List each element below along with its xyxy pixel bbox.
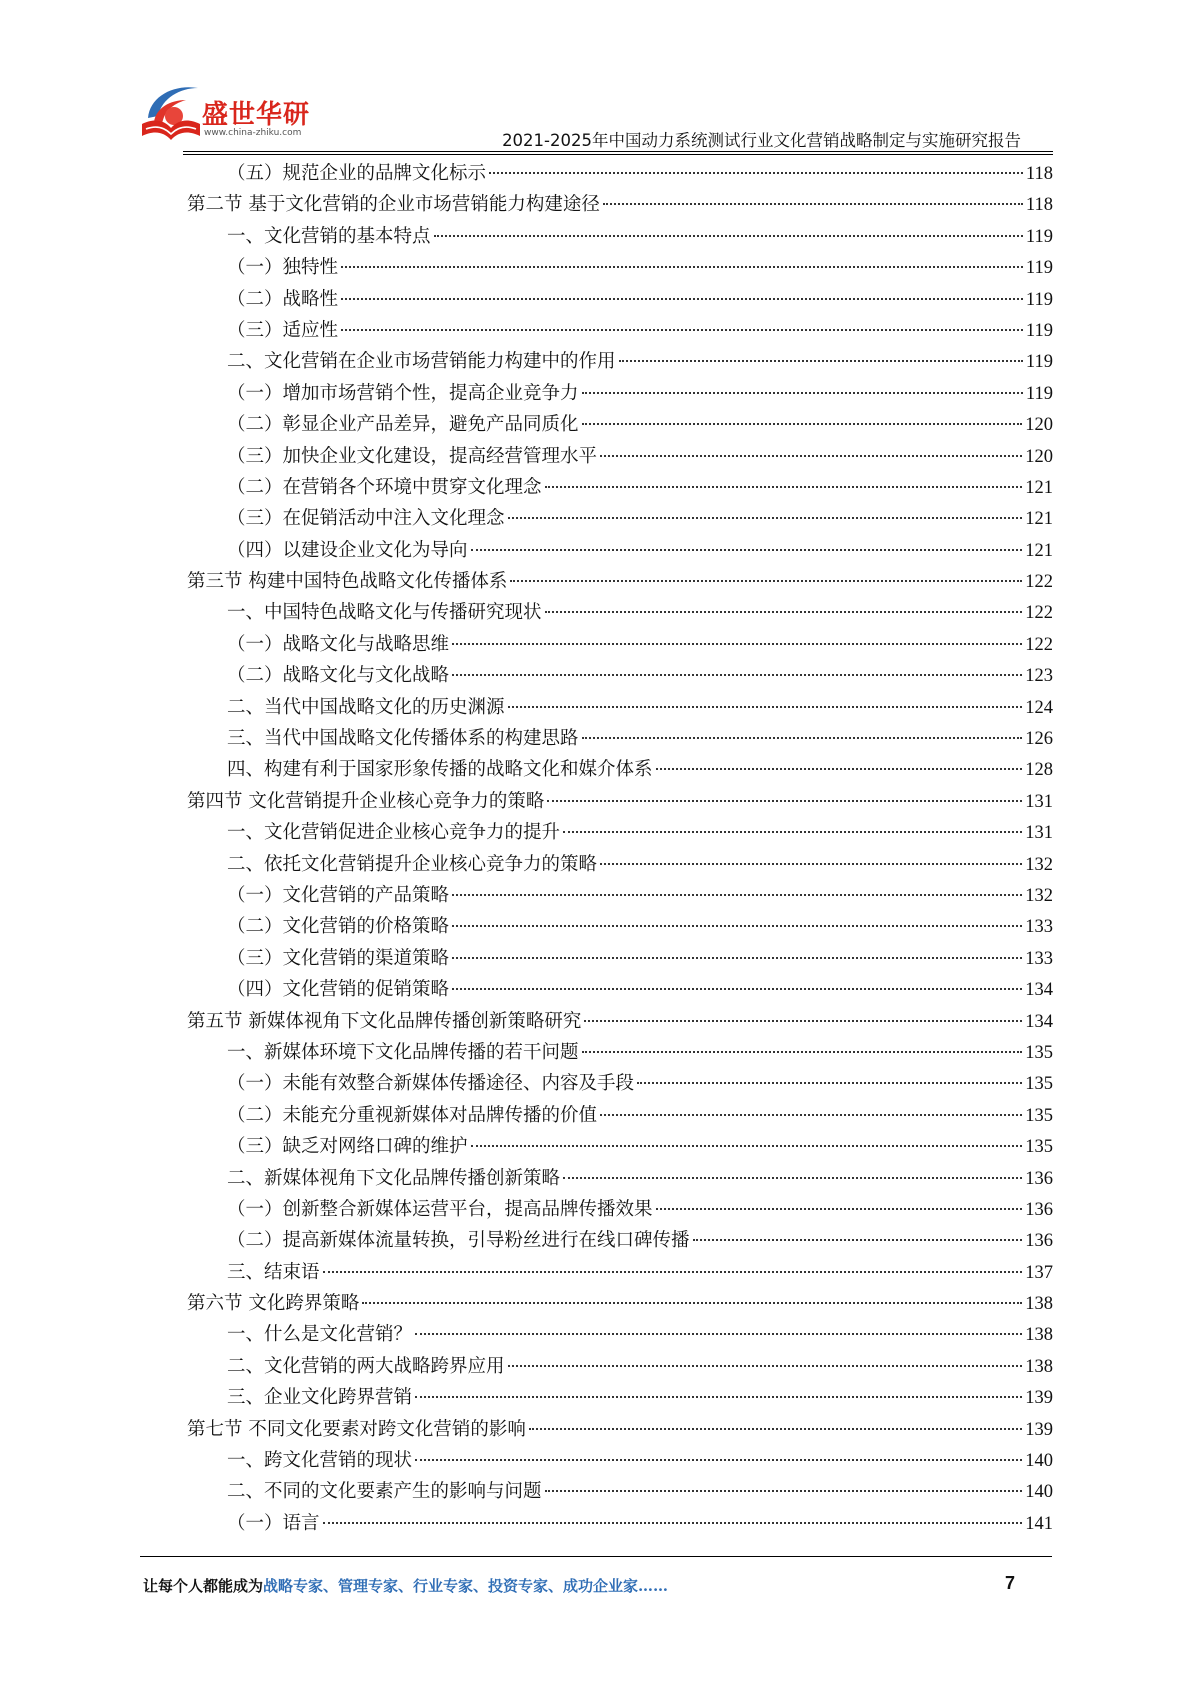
toc-entry-page: 132 xyxy=(1025,885,1053,906)
toc-entry-title: 一、新媒体环境下文化品牌传播的若干问题 xyxy=(227,1041,579,1063)
toc-dot-leader xyxy=(563,831,1022,833)
toc-entry[interactable] xyxy=(187,692,1053,723)
toc-entry-page: 136 xyxy=(1025,1231,1053,1252)
toc-dot-leader xyxy=(452,925,1022,927)
toc-dot-leader xyxy=(600,455,1022,457)
toc-entry-page: 126 xyxy=(1025,729,1053,750)
toc-entry-page: 120 xyxy=(1025,415,1053,436)
toc-entry-title: 二、新媒体视角下文化品牌传播创新策略 xyxy=(227,1167,561,1189)
toc-entry-title: 一、跨文化营销的现状 xyxy=(227,1450,413,1472)
footer-divider xyxy=(140,1556,1052,1557)
toc-dot-leader xyxy=(471,1145,1023,1147)
toc-dot-leader xyxy=(582,423,1023,425)
toc-dot-leader xyxy=(452,894,1022,896)
book-swoosh-logo-icon xyxy=(140,82,202,142)
toc-entry[interactable] xyxy=(187,472,1053,503)
toc-entry-title: （五）规范企业的品牌文化标示 xyxy=(227,163,487,184)
toc-entry-page: 136 xyxy=(1025,1199,1053,1220)
toc-entry-title: 三、当代中国战略文化传播体系的构建思路 xyxy=(227,728,579,750)
toc-entry-page: 134 xyxy=(1025,1011,1053,1032)
toc-dot-leader xyxy=(619,360,1023,362)
toc-entry-title: （二）彰显企业产品差异，避免产品同质化 xyxy=(227,414,579,436)
toc-entry[interactable] xyxy=(187,1288,1053,1319)
toc-dot-leader xyxy=(529,1428,1022,1430)
toc-entry-page: 138 xyxy=(1025,1325,1053,1346)
toc-entry-title: 四、构建有利于国家形象传播的战略文化和媒介体系 xyxy=(227,759,653,781)
toc-entry[interactable] xyxy=(187,1382,1053,1413)
toc-entry-page: 140 xyxy=(1025,1451,1053,1472)
toc-dot-leader xyxy=(600,863,1022,865)
toc-entry-page: 138 xyxy=(1025,1294,1053,1315)
toc-entry[interactable] xyxy=(187,974,1053,1005)
toc-entry-title: 三、结束语 xyxy=(227,1261,320,1283)
toc-entry-title: （四）以建设企业文化为导向 xyxy=(227,539,468,561)
toc-entry[interactable] xyxy=(187,503,1053,534)
toc-entry-title: （二）在营销各个环境中贯穿文化理念 xyxy=(227,476,542,498)
toc-entry[interactable] xyxy=(187,817,1053,848)
toc-entry[interactable] xyxy=(187,221,1053,252)
toc-entry-title: 第五节 新媒体视角下文化品牌传播创新策略研究 xyxy=(187,1010,582,1032)
toc-entry-title: （三）在促销活动中注入文化理念 xyxy=(227,508,505,530)
toc-entry[interactable] xyxy=(187,535,1053,566)
toc-entry-title: （三）加快企业文化建设，提高经营管理水平 xyxy=(227,445,598,467)
toc-entry-page: 118 xyxy=(1025,195,1053,216)
toc-dot-leader xyxy=(603,203,1023,205)
toc-entry-page: 133 xyxy=(1025,917,1053,938)
toc-entry[interactable] xyxy=(187,189,1053,220)
report-title: 2021-2025年中国动力系统测试行业文化营销战略制定与实施研究报告 xyxy=(502,131,1021,150)
toc-entry-title: 第四节 文化营销提升企业核心竞争力的策略 xyxy=(187,790,545,812)
toc-entry-page: 119 xyxy=(1025,289,1053,310)
toc-dot-leader xyxy=(415,1396,1022,1398)
toc-entry[interactable] xyxy=(187,849,1053,880)
toc-dot-leader xyxy=(415,1333,1022,1335)
toc-dot-leader xyxy=(693,1239,1023,1241)
toc-entry-page: 124 xyxy=(1025,697,1053,718)
toc-entry-page: 128 xyxy=(1025,760,1053,781)
toc-entry[interactable] xyxy=(187,378,1053,409)
toc-entry[interactable] xyxy=(187,1476,1053,1507)
toc-dot-leader xyxy=(341,298,1023,300)
toc-entry-title: （二）战略文化与文化战略 xyxy=(227,665,450,687)
toc-dot-leader xyxy=(452,643,1022,645)
toc-dot-leader xyxy=(656,768,1023,770)
toc-dot-leader xyxy=(434,235,1023,237)
toc-entry-title: （三）缺乏对网络口碑的维护 xyxy=(227,1136,468,1158)
toc-entry-title: （四）文化营销的促销策略 xyxy=(227,979,450,1001)
toc-entry-page: 132 xyxy=(1025,854,1053,875)
toc-entry-page: 139 xyxy=(1025,1388,1053,1409)
toc-entry-page: 121 xyxy=(1025,540,1053,561)
toc-entry-page: 141 xyxy=(1025,1513,1053,1534)
toc-entry-page: 122 xyxy=(1025,634,1053,655)
toc-dot-leader xyxy=(545,486,1023,488)
toc-entry[interactable] xyxy=(187,786,1053,817)
toc-entry[interactable] xyxy=(187,629,1053,660)
toc-entry-page: 131 xyxy=(1025,791,1053,812)
toc-entry-title: 二、文化营销在企业市场营销能力构建中的作用 xyxy=(227,351,616,373)
toc-entry[interactable] xyxy=(187,1068,1053,1099)
toc-entry[interactable] xyxy=(187,1100,1053,1131)
toc-entry-page: 131 xyxy=(1025,823,1053,844)
toc-dot-leader xyxy=(341,329,1023,331)
toc-entry[interactable] xyxy=(187,1163,1053,1194)
toc-dot-leader xyxy=(341,266,1023,268)
toc-entry-title: （一）未能有效整合新媒体传播途径、内容及手段 xyxy=(227,1073,635,1095)
toc-entry-title: （二）提高新媒体流量转换，引导粉丝进行在线口碑传播 xyxy=(227,1230,690,1252)
toc-entry-page: 119 xyxy=(1025,226,1053,247)
toc-entry[interactable] xyxy=(187,1006,1053,1037)
toc-dot-leader xyxy=(510,580,1022,582)
toc-entry-page: 119 xyxy=(1025,320,1053,341)
toc-dot-leader xyxy=(452,957,1022,959)
toc-entry-title: 一、什么是文化营销？ xyxy=(227,1324,413,1346)
toc-dot-leader xyxy=(508,706,1023,708)
toc-entry[interactable] xyxy=(187,315,1053,346)
toc-entry-title: （三）文化营销的渠道策略 xyxy=(227,947,450,969)
brand-name: 盛世华研 xyxy=(202,100,311,130)
toc-entry[interactable] xyxy=(187,1414,1053,1445)
toc-entry-title: 二、当代中国战略文化的历史渊源 xyxy=(227,696,505,718)
toc-entry-title: 第七节 不同文化要素对跨文化营销的影响 xyxy=(187,1418,526,1440)
toc-entry[interactable] xyxy=(187,1508,1053,1539)
toc-entry[interactable] xyxy=(187,1319,1053,1350)
toc-entry-title: 二、依托文化营销提升企业核心竞争力的策略 xyxy=(227,853,598,875)
toc-entry-page: 119 xyxy=(1025,383,1053,404)
toc-entry-page: 122 xyxy=(1025,603,1053,624)
toc-entry[interactable] xyxy=(187,911,1053,942)
toc-entry[interactable] xyxy=(187,1037,1053,1068)
toc-entry-title: （二）战略性 xyxy=(227,288,339,310)
page-header xyxy=(0,0,1191,150)
toc-dot-leader xyxy=(545,1490,1023,1492)
toc-entry-page: 120 xyxy=(1025,446,1053,467)
toc-entry-title: （一）增加市场营销个性，提高企业竞争力 xyxy=(227,382,579,404)
brand-logo xyxy=(140,82,320,146)
toc-entry[interactable] xyxy=(187,158,1053,189)
toc-entry-title: （一）语言 xyxy=(227,1512,320,1534)
page-number: 7 xyxy=(1005,1573,1016,1593)
brand-url: www.china-zhiku.com xyxy=(204,128,302,138)
table-of-contents xyxy=(187,158,1053,1539)
header-divider xyxy=(183,151,1053,152)
toc-entry-title: （一）文化营销的产品策略 xyxy=(227,884,450,906)
toc-dot-leader xyxy=(656,1208,1023,1210)
toc-dot-leader xyxy=(545,611,1023,613)
toc-entry[interactable] xyxy=(187,1445,1053,1476)
toc-dot-leader xyxy=(323,1271,1023,1273)
toc-entry-title: 一、文化营销的基本特点 xyxy=(227,225,431,247)
toc-entry-page: 118 xyxy=(1025,164,1053,184)
toc-entry[interactable] xyxy=(187,1257,1053,1288)
toc-entry[interactable] xyxy=(187,1351,1053,1382)
toc-entry-page: 135 xyxy=(1025,1137,1053,1158)
toc-entry[interactable] xyxy=(187,566,1053,597)
toc-entry-page: 133 xyxy=(1025,948,1053,969)
toc-dot-leader xyxy=(584,1020,1022,1022)
toc-dot-leader xyxy=(471,549,1023,551)
toc-dot-leader xyxy=(489,172,1023,174)
toc-entry-title: （一）创新整合新媒体运营平台，提高品牌传播效果 xyxy=(227,1198,653,1220)
toc-dot-leader xyxy=(452,988,1022,990)
toc-entry[interactable] xyxy=(187,597,1053,628)
toc-dot-leader xyxy=(508,517,1023,519)
toc-dot-leader xyxy=(582,1051,1023,1053)
toc-entry[interactable] xyxy=(187,441,1053,472)
toc-dot-leader xyxy=(452,674,1022,676)
toc-entry[interactable] xyxy=(187,880,1053,911)
toc-entry-page: 137 xyxy=(1025,1262,1053,1283)
header-divider xyxy=(183,154,1053,155)
toc-entry[interactable] xyxy=(187,284,1053,315)
toc-dot-leader xyxy=(362,1302,1022,1304)
toc-entry-title: 第六节 文化跨界策略 xyxy=(187,1293,360,1315)
toc-dot-leader xyxy=(637,1082,1022,1084)
toc-dot-leader xyxy=(323,1522,1023,1524)
toc-entry-title: （一）战略文化与战略思维 xyxy=(227,633,450,655)
toc-entry-page: 122 xyxy=(1025,572,1053,593)
toc-dot-leader xyxy=(508,1365,1023,1367)
toc-entry[interactable] xyxy=(187,723,1053,754)
toc-dot-leader xyxy=(582,392,1023,394)
toc-entry-page: 123 xyxy=(1025,666,1053,687)
toc-entry-title: 一、中国特色战略文化与传播研究现状 xyxy=(227,602,542,624)
toc-entry-page: 138 xyxy=(1025,1356,1053,1377)
toc-entry-page: 121 xyxy=(1025,477,1053,498)
toc-dot-leader xyxy=(600,1114,1022,1116)
toc-entry-page: 135 xyxy=(1025,1042,1053,1063)
toc-entry-title: 第三节 构建中国特色战略文化传播体系 xyxy=(187,571,508,593)
toc-entry[interactable] xyxy=(187,1131,1053,1162)
toc-entry-title: 二、不同的文化要素产生的影响与问题 xyxy=(227,1481,542,1503)
toc-entry-title: （二）未能充分重视新媒体对品牌传播的价值 xyxy=(227,1104,598,1126)
toc-entry-title: 一、文化营销促进企业核心竞争力的提升 xyxy=(227,822,561,844)
toc-entry-page: 135 xyxy=(1025,1074,1053,1095)
toc-entry[interactable] xyxy=(187,1225,1053,1256)
toc-dot-leader xyxy=(415,1459,1022,1461)
toc-entry[interactable] xyxy=(187,252,1053,283)
toc-entry-title: （一）独特性 xyxy=(227,257,339,279)
toc-entry-title: 三、企业文化跨界营销 xyxy=(227,1387,413,1409)
toc-entry-page: 119 xyxy=(1025,258,1053,279)
toc-entry-page: 135 xyxy=(1025,1105,1053,1126)
footer-slogan-prefix: 让每个人都能成为 xyxy=(143,1577,264,1595)
footer-slogan-highlight: 战略专家、管理专家、行业专家、投资专家、成功企业家…… xyxy=(263,1577,669,1595)
toc-entry-page: 140 xyxy=(1025,1482,1053,1503)
toc-entry-page: 121 xyxy=(1025,509,1053,530)
footer-slogan xyxy=(143,1575,668,1596)
toc-dot-leader xyxy=(563,1177,1022,1179)
toc-dot-leader xyxy=(547,800,1022,802)
toc-entry[interactable] xyxy=(187,943,1053,974)
toc-entry-title: （三）适应性 xyxy=(227,319,339,341)
toc-entry-title: 二、文化营销的两大战略跨界应用 xyxy=(227,1355,505,1377)
toc-entry[interactable] xyxy=(187,754,1053,785)
toc-entry-page: 134 xyxy=(1025,980,1053,1001)
toc-entry[interactable] xyxy=(187,346,1053,377)
toc-entry[interactable] xyxy=(187,409,1053,440)
toc-entry-page: 139 xyxy=(1025,1419,1053,1440)
toc-entry-page: 119 xyxy=(1025,352,1053,373)
toc-entry[interactable] xyxy=(187,1194,1053,1225)
toc-entry[interactable] xyxy=(187,660,1053,691)
toc-entry-title: 第二节 基于文化营销的企业市场营销能力构建途径 xyxy=(187,194,600,216)
toc-dot-leader xyxy=(582,737,1023,739)
toc-entry-title: （二）文化营销的价格策略 xyxy=(227,916,450,938)
toc-entry-page: 136 xyxy=(1025,1168,1053,1189)
